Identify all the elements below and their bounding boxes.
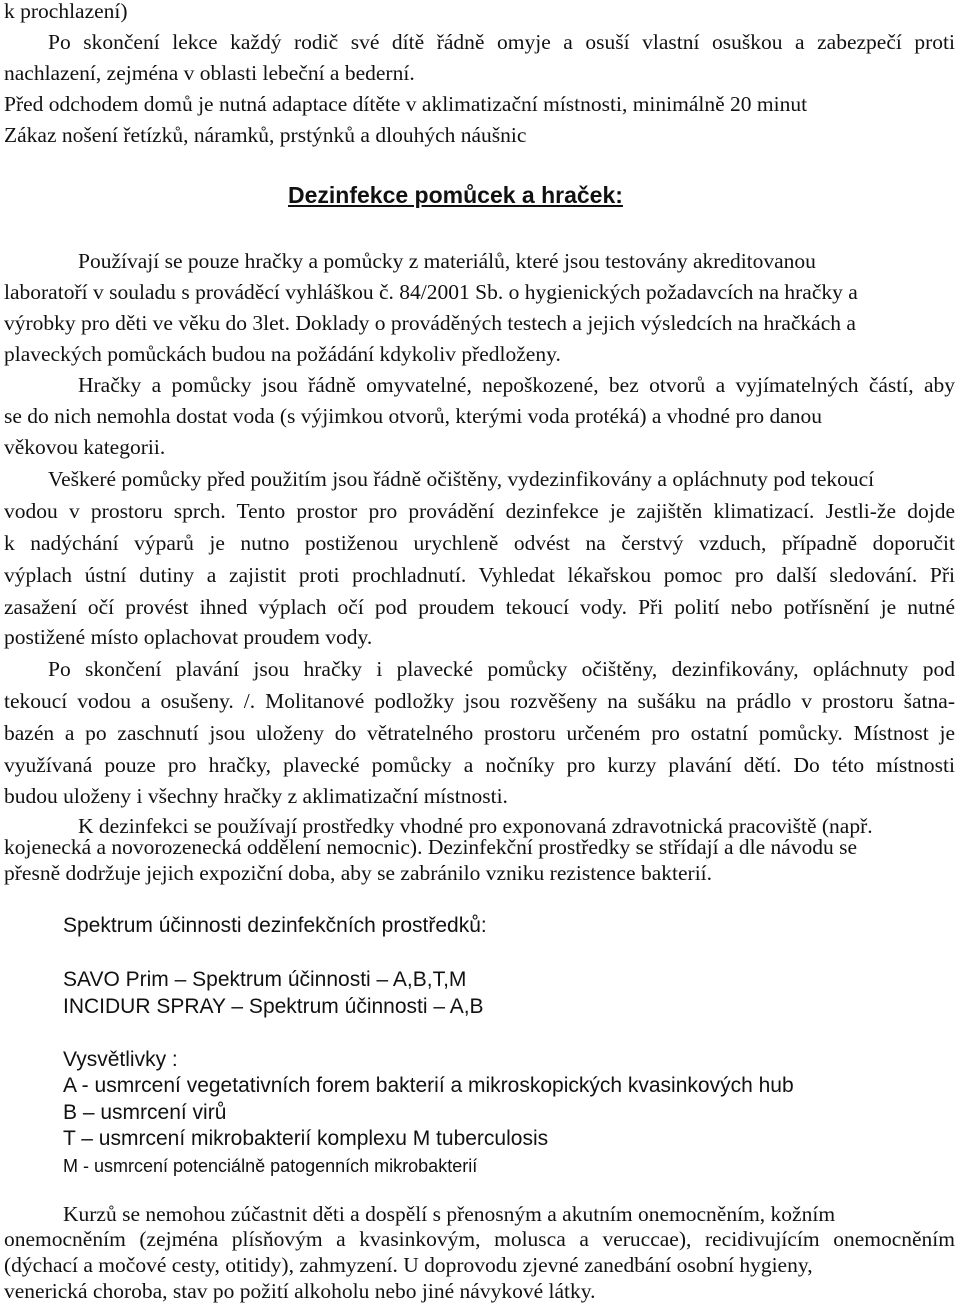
body-line: postižené místo oplachovat proudem vody. <box>4 625 373 649</box>
body-line: výplach ústní dutiny a zajistit proti prochladnutí. Vyhledat lékařskou pomoc pro další sledování. Při <box>4 563 955 587</box>
spectrum-title: Spektrum účinnosti dezinfekčních prostředků: <box>63 914 487 937</box>
legend-item: B – usmrcení virů <box>63 1101 227 1124</box>
closing-line: Kurzů se nemohou zúčastnit děti a dospělí s přenosným a akutním onemocněním, kožním <box>63 1202 836 1226</box>
intro-line: Zákaz nošení řetízků, náramků, prstýnků a dlouhých náušnic <box>4 123 527 147</box>
body-line: Po skončení plavání jsou hračky i plavecké pomůcky očištěny, dezinfikovány, opláchnuty pod <box>48 657 955 681</box>
legend-item: M - usmrcení potenciálně patogenních mikrobakterií <box>63 1156 478 1176</box>
body-line: Veškeré pomůcky před použitím jsou řádně očištěny, vydezinfikovány a opláchnuty pod tekoucí <box>48 467 875 491</box>
body-line: Používají se pouze hračky a pomůcky z materiálů, které jsou testovány akreditovanou <box>78 249 816 273</box>
section-heading: Dezinfekce pomůcek a hraček: <box>288 182 623 208</box>
body-line: přesně dodržuje jejich expoziční doba, aby se zabránilo vzniku rezistence bakterií. <box>4 861 713 885</box>
body-line: výrobky pro děti ve věku do 3let. Doklady o prováděných testech a jejich výsledcích na hračkách a <box>4 311 856 335</box>
intro-line: Před odchodem domů je nutná adaptace dítěte v aklimatizační místnosti, minimálně 20 minut <box>4 92 808 116</box>
body-line: laboratoří v souladu s prováděcí vyhláškou č. 84/2001 Sb. o hygienických požadavcích na hračky a <box>4 280 858 304</box>
body-line: vodou v prostoru sprch. Tento prostor pro provádění dezinfekce je zajištěn klimatizací. Jestli-že dojde <box>4 499 955 523</box>
intro-line: Po skončení lekce každý rodič své dítě řádně omyje a osuší vlastní osuškou a zabezpečí proti <box>48 30 955 54</box>
body-line: plaveckých pomůckách budou na požádání kdykoliv předloženy. <box>4 342 561 366</box>
body-line: věkovou kategorii. <box>4 435 166 459</box>
legend-item: T – usmrcení mikrobakterií komplexu M tuberculosis <box>63 1127 549 1150</box>
legend-item: A - usmrcení vegetativních forem bakterií a mikroskopických kvasinkových hub <box>63 1074 794 1097</box>
body-line: kojenecká a novorozenecká oddělení nemocnic). Dezinfekční prostředky se střídají a dle návodu se <box>4 835 858 859</box>
spectrum-item: SAVO Prim – Spektrum účinnosti – A,B,T,M <box>63 968 467 991</box>
closing-line: venerická choroba, stav po požití alkoholu nebo jiné návykové látky. <box>4 1279 596 1303</box>
body-line: tekoucí vodou a osušeny. /. Molitanové podložky jsou rozvěšeny na sušáku na prádlo v prostoru šatna- <box>4 689 955 713</box>
intro-line: nachlazení, zejména v oblasti lebeční a bederní. <box>4 61 415 85</box>
closing-line: onemocněním (zejména plísňovým a kvasinkovým, molusca a veruccae), recidivujícím onemocněním <box>4 1227 955 1251</box>
body-line: K dezinfekci se používají prostředky vhodné pro exponovaná zdravotnická pracoviště (např. <box>78 814 873 838</box>
body-line: Hračky a pomůcky jsou řádně omyvatelné, nepoškozené, bez otvorů a vyjímatelných částí, aby <box>78 373 955 397</box>
legend-title: Vysvětlivky : <box>63 1048 178 1071</box>
body-line: využívaná pouze pro hračky, plavecké pomůcky a nočníky pro kurzy plavání dětí. Do této místnosti <box>4 753 955 777</box>
body-line: k nadýchání výparů je nutno postiženou urychleně odvést na čerstvý vzduch, případně doporučit <box>4 531 955 555</box>
spectrum-item: INCIDUR SPRAY – Spektrum účinnosti – A,B <box>63 995 484 1018</box>
body-line: zasažení očí provést ihned výplach očí pod proudem tekoucí vody. Při polití nebo potřísnění je nutné <box>4 595 955 619</box>
body-line: budou uloženy i všechny hračky z aklimatizační místnosti. <box>4 784 508 808</box>
body-line: se do nich nemohla dostat voda (s výjimkou otvorů, kterými voda protéká) a vhodné pro danou <box>4 404 823 428</box>
body-line: bazén a po zaschnutí jsou uloženy do větratelného prostoru určeném pro ostatní pomůcky. Místnost je <box>4 721 955 745</box>
closing-line: (dýchací a močové cesty, otitidy), zahmyzení. U doprovodu zjevné zanedbání osobní hygieny, <box>4 1253 813 1277</box>
intro-line: k prochlazení) <box>4 0 128 23</box>
